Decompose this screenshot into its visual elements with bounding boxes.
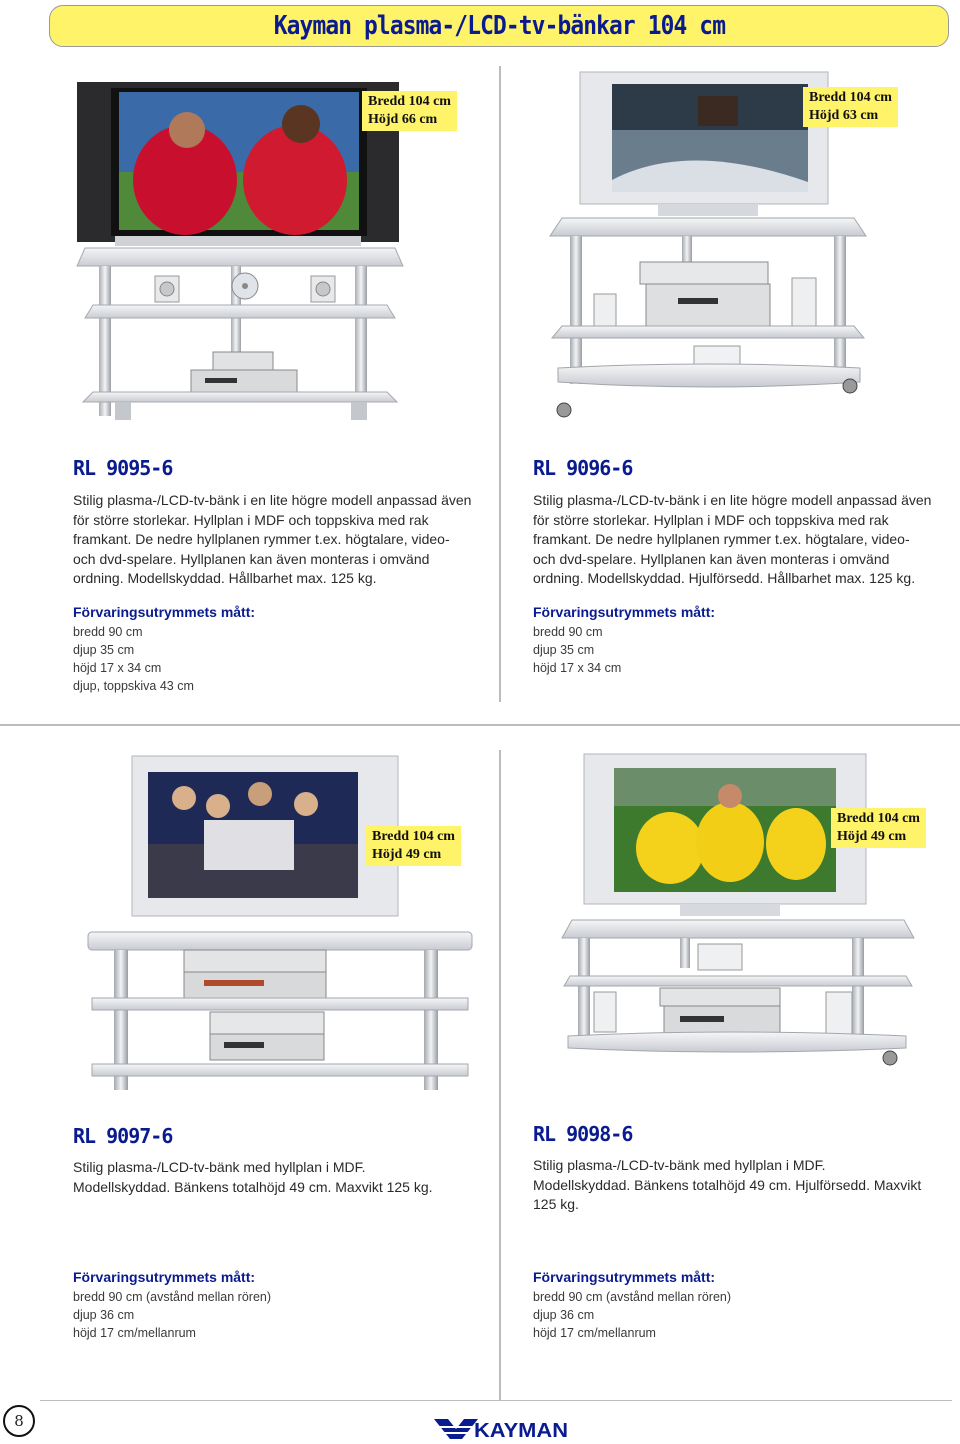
product-description-rl9097: Stilig plasma-/LCD-tv-bänk med hyllplan i MDF. Modellskyddad. Bänkens totalhöjd 49 cm. Maxvikt 125 kg.	[73, 1159, 433, 1195]
storage-item: djup 36 cm	[533, 1308, 595, 1322]
storage-item: djup 35 cm	[73, 643, 135, 657]
product-description-rl9095: Stilig plasma-/LCD-tv-bänk i en lite högre modell anpassad även för större storlekar. Hyllplan i MDF och toppskiva med rak framkant. De nedre hyllplanen rymmer t.ex. högtalare, video- och dvd-spelare. Hyllplanen kan även monteras i omvänd ordning. Modellskyddad. Hållbarhet max. 125 kg.	[73, 492, 472, 586]
tag-width: Bredd 104 cm	[809, 90, 892, 105]
storage-item: bredd 90 cm (avstånd mellan rören)	[533, 1290, 732, 1304]
product-photo-rl9095	[75, 80, 405, 430]
page-header	[49, 5, 949, 47]
storage-title-rl9096: Förvaringsutrymmets mått:	[533, 604, 716, 620]
tag-height: Höjd 49 cm	[837, 829, 907, 844]
kayman-logo	[434, 1417, 570, 1441]
tag-width: Bredd 104 cm	[837, 811, 920, 826]
storage-item: höjd 17 x 34 cm	[533, 661, 622, 675]
storage-item: djup, toppskiva 43 cm	[73, 679, 194, 693]
tag-width: Bredd 104 cm	[368, 94, 451, 109]
page-title: Kayman plasma-/LCD-tv-bänkar 104 cm	[273, 11, 725, 41]
model-title-rl9097: RL 9097-6	[73, 1124, 173, 1148]
tag-width: Bredd 104 cm	[372, 829, 455, 844]
storage-title-rl9098: Förvaringsutrymmets mått:	[533, 1269, 716, 1285]
storage-list-rl9096	[533, 623, 621, 677]
storage-item: djup 36 cm	[73, 1308, 135, 1322]
footer-divider	[40, 1400, 952, 1401]
storage-list-rl9097	[73, 1288, 271, 1342]
storage-item: höjd 17 x 34 cm	[73, 661, 162, 675]
column-divider-bottom	[499, 750, 501, 1400]
product-description-rl9096: Stilig plasma-/LCD-tv-bänk i en lite högre modell anpassad även för större storlekar. Hyllplan i MDF och toppskiva med rak framkant. De nedre hyllplanen rymmer t.ex. högtalare, video- och dvd-spelare. Hyllplanen kan även monteras i omvänd ordning. Modellskyddad. Hjulförsedd. Hållbarhet max. 125 kg.	[533, 492, 932, 586]
storage-title-rl9097: Förvaringsutrymmets mått:	[73, 1269, 256, 1285]
model-title-rl9096: RL 9096-6	[533, 456, 633, 480]
tag-height: Höjd 66 cm	[368, 112, 438, 127]
storage-item: höjd 17 cm/mellanrum	[73, 1326, 196, 1340]
model-title-rl9098: RL 9098-6	[533, 1122, 633, 1146]
tag-height: Höjd 49 cm	[372, 847, 442, 862]
storage-item: djup 35 cm	[533, 643, 595, 657]
size-tag-rl9098	[831, 808, 926, 848]
size-tag-rl9095	[362, 91, 457, 131]
model-title-rl9095: RL 9095-6	[73, 456, 173, 480]
kayman-logo-text: KAYMAN	[474, 1420, 568, 1441]
storage-list-rl9095	[73, 623, 194, 695]
column-divider-top	[499, 66, 501, 702]
row-divider	[0, 724, 960, 726]
product-photo-rl9097	[84, 754, 476, 1098]
storage-title-rl9095: Förvaringsutrymmets mått:	[73, 604, 256, 620]
size-tag-rl9097	[366, 826, 461, 866]
storage-item: höjd 17 cm/mellanrum	[533, 1326, 656, 1340]
page-number: 8	[3, 1405, 35, 1437]
size-tag-rl9096	[803, 87, 898, 127]
tag-height: Höjd 63 cm	[809, 108, 879, 123]
storage-list-rl9098	[533, 1288, 731, 1342]
storage-item: bredd 90 cm	[533, 625, 603, 639]
storage-item: bredd 90 cm (avstånd mellan rören)	[73, 1290, 272, 1304]
product-description-rl9098: Stilig plasma-/LCD-tv-bänk med hyllplan i MDF. Modellskyddad. Bänkens totalhöjd 49 cm. Hjulförsedd. Maxvikt 125 kg.	[533, 1157, 922, 1212]
storage-item: bredd 90 cm	[73, 625, 143, 639]
product-photo-rl9098	[560, 752, 916, 1072]
